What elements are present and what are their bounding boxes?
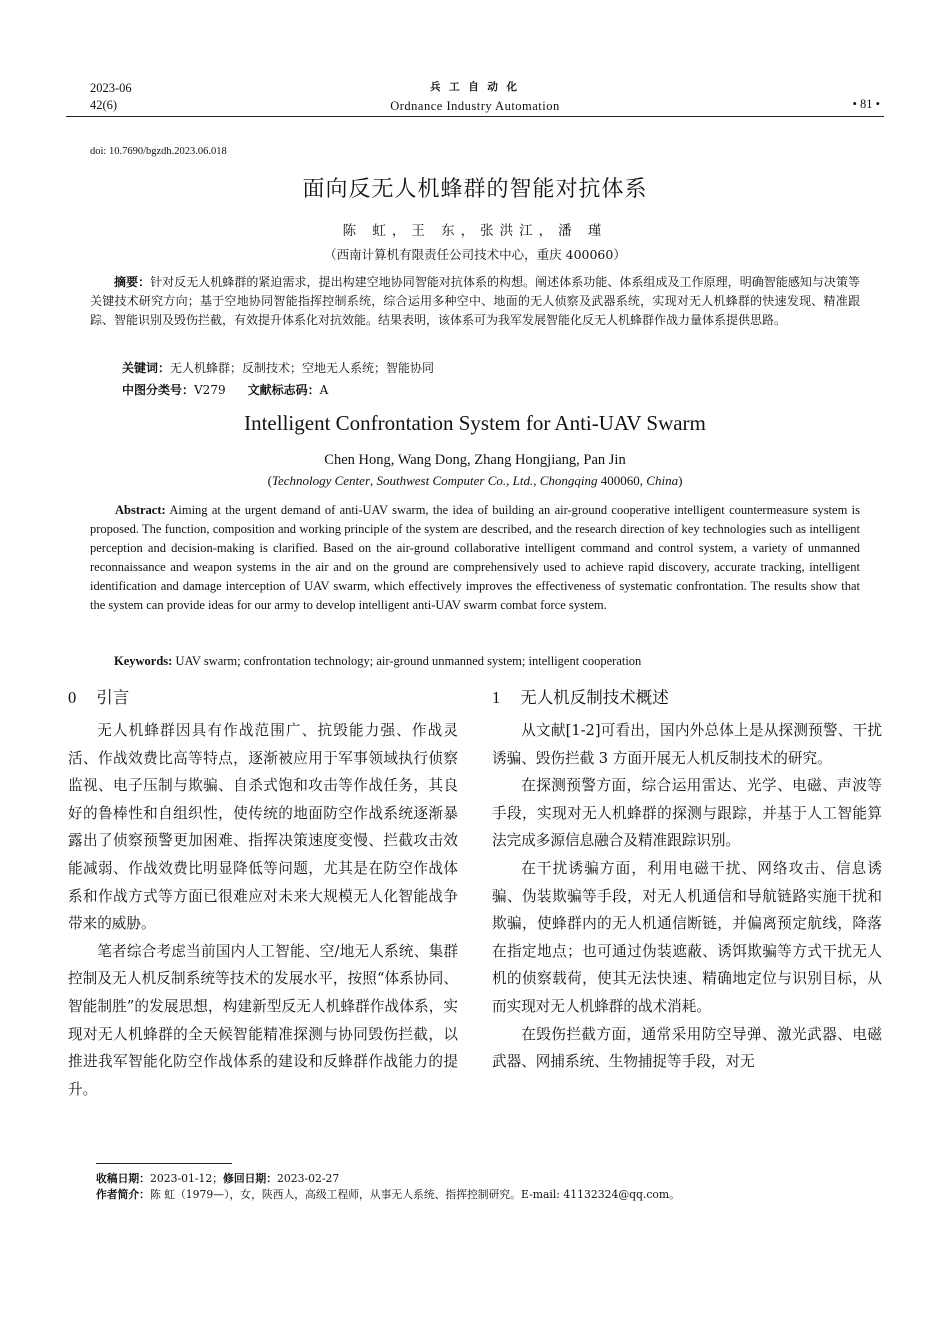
author-bio: 陈 虹（1979—），女，陕西人，高级工程师，从事无人系统、指挥控制研究。E-mail: 41132324@qq.com。 [149, 1188, 680, 1201]
affil-en-city: Chongqing [539, 473, 598, 488]
affil-en-center: Technology Center [271, 473, 370, 488]
journal-name-en: Ordnance Industry Automation [390, 99, 560, 113]
received-date: 2023-01-12 [149, 1172, 213, 1185]
title-en: Intelligent Confrontation System for Anti-UAV Swarm [244, 411, 706, 435]
section-0-number: 0 [68, 688, 77, 707]
keywords-en [114, 654, 641, 669]
abstract-cn-label: 摘要： [114, 275, 151, 289]
affiliation-cn: （西南计算机有限责任公司技术中心，重庆 400060） [324, 247, 626, 262]
affil-en-close: ) [678, 473, 683, 488]
keywords-en-text: UAV swarm; confrontation technology; air-ground unmanned system; intelligent cooperation [175, 654, 642, 668]
right-column [492, 717, 882, 1076]
abstract-en [90, 501, 860, 615]
paragraph: 笔者综合考虑当前国内人工智能、空/地无人系统、集群控制及无人机反制系统等技术的发展水平，按照“体系协同、智能制胜”的发展思想，构建新型反无人机蜂群作战体系，实现对无人机蜂群的全天候智能精准探测与协同毁伤拦截，以推进我军智能化防空作战体系的建设和反蜂群作战能力的提升。 [68, 942, 458, 1098]
paragraph: 无人机蜂群因具有作战范围广、抗毁能力强、作战灵活、作战效费比高等特点，逐渐被应用于军事领域执行侦察监视、电子压制与欺骗、自杀式饱和攻击等作战任务，其良好的鲁棒性和自组织性，使传统的地面防空作战系统逐渐暴露出了侦察预警更加困难、指挥决策速度变慢、拦截攻击效能减弱、作战效费比明显降低等问题，尤其是在防空作战体系和作战方式等方面已很难应对未来大规模无人化智能战争带来的威胁。 [68, 722, 458, 933]
journal-name-cn: 兵 工 自 动 化 [430, 82, 520, 93]
affil-en-company: Southwest Computer Co., Ltd. [376, 473, 534, 488]
issue-date: 2023-06 [90, 81, 132, 95]
author-bio-label: 作者简介： [96, 1188, 150, 1201]
classification [122, 381, 328, 398]
doi: doi: 10.7690/bgzdh.2023.06.018 [90, 146, 227, 157]
section-1-number: 1 [492, 688, 501, 707]
doc-code-label: 文献标志码： [247, 383, 320, 397]
clc-value: V279 [194, 383, 226, 397]
authors-en: Chen Hong, Wang Dong, Zhang Hongjiang, Pan Jin [324, 452, 626, 468]
section-0-title: 引言 [96, 688, 130, 707]
affil-en-postcode: 400060 [600, 473, 640, 488]
header-divider [66, 116, 884, 117]
affil-en-open: ( [267, 473, 272, 488]
footnote-author [96, 1186, 886, 1203]
paragraph: 在干扰诱骗方面，利用电磁干扰、网络攻击、信息诱骗、伪装欺骗等手段，对无人机通信和导航链路实施干扰和欺骗，使蜂群内的无人机通信断链，并偏离预定航线，降落在指定地点；也可通过伪装遮蔽、诱饵欺骗等方式干扰无人机的侦察载荷，使其无法快速、精确地定位与识别目标，从而实现对无人机蜂群的战术消耗。 [492, 859, 882, 1015]
section-1-title: 无人机反制技术概述 [520, 688, 669, 707]
page-title: 面向反无人机蜂群的智能对抗体系 [302, 177, 648, 202]
received-label: 收稿日期： [96, 1172, 150, 1185]
abstract-cn-text: 针对反无人机蜂群的紧迫需求，提出构建空地协同智能对抗体系的构想。阐述体系功能、体系组成及工作原理，明确智能感知与决策等关键技术研究方向；基于空地协同智能指挥控制系统，综合运用多种空中、地面的无人侦察及武器系统，实现对无人机蜂群的快速发现、精准跟踪、智能识别及毁伤拦截，有效提升体系化对抗效能。结果表明，该体系可为我军发展智能化反无人机蜂群作战力量体系提供思路。 [90, 275, 860, 327]
affiliation-en: (Technology Center, Southwest Computer Co., Ltd., Chongqing 400060, China) [267, 473, 683, 488]
doc-code-value: A [319, 383, 329, 397]
keywords-cn [122, 359, 434, 378]
paragraph: 在探测预警方面，综合运用雷达、光学、电磁、声波等手段，实现对无人机蜂群的探测与跟踪，并基于人工智能算法完成多源信息融合及精准跟踪识别。 [492, 777, 882, 850]
footnote-divider [96, 1163, 232, 1164]
affil-en-country: China [646, 473, 679, 488]
section-1-heading [492, 684, 669, 708]
revised-label: 修回日期： [223, 1172, 278, 1185]
paragraph: 在毁伤拦截方面，通常采用防空导弹、激光武器、电磁武器、网捕系统、生物捕捉等手段，对无 [492, 1025, 882, 1071]
keywords-cn-label: 关键词： [122, 361, 171, 375]
paragraph: 从文献[1-2]可看出，国内外总体上是从探测预警、干扰诱骗、毁伤拦截 3 方面开展无人机反制技术的研究。 [492, 722, 882, 767]
authors-cn: 陈 虹，王 东，张洪江，潘 瑾 [342, 223, 608, 239]
issue-volume: 42(6) [90, 98, 118, 112]
journal-name [300, 78, 650, 116]
keywords-cn-text: 无人机蜂群；反制技术；空地无人系统；智能协同 [170, 361, 435, 375]
left-column [68, 717, 458, 1103]
page-number: • 81 • [852, 97, 880, 111]
abstract-cn [90, 273, 860, 330]
clc-label: 中图分类号： [122, 383, 195, 397]
section-0-heading [68, 684, 129, 708]
footnote-separator: ； [212, 1172, 224, 1185]
journal-issue-info [90, 80, 132, 114]
abstract-en-text: Aiming at the urgent demand of anti-UAV swarm, the idea of building an air-ground cooperative intelligent countermeasure system is proposed. The function, composition and working principle of the system are described, and the research direction of key technologies such as intelligent perception and decision-making is clarified. Based on the air-ground collaborative intelligent command and control system, a variety of unmanned reconnaissance and weapon systems in the air and on the ground are comprehensively used to achieve rapid discovery, accurate tracking, intelligent identification and damage interception of UAV swarm, which effectively improves the effectiveness of systematic confrontation. The results show that the system can provide ideas for our army to develop intelligent anti-UAV swarm combat force system. [90, 503, 860, 612]
revised-date: 2023-02-27 [277, 1172, 340, 1185]
abstract-en-label: Abstract: [115, 503, 166, 517]
footnote-dates [96, 1170, 886, 1187]
keywords-en-label: Keywords: [114, 654, 173, 668]
